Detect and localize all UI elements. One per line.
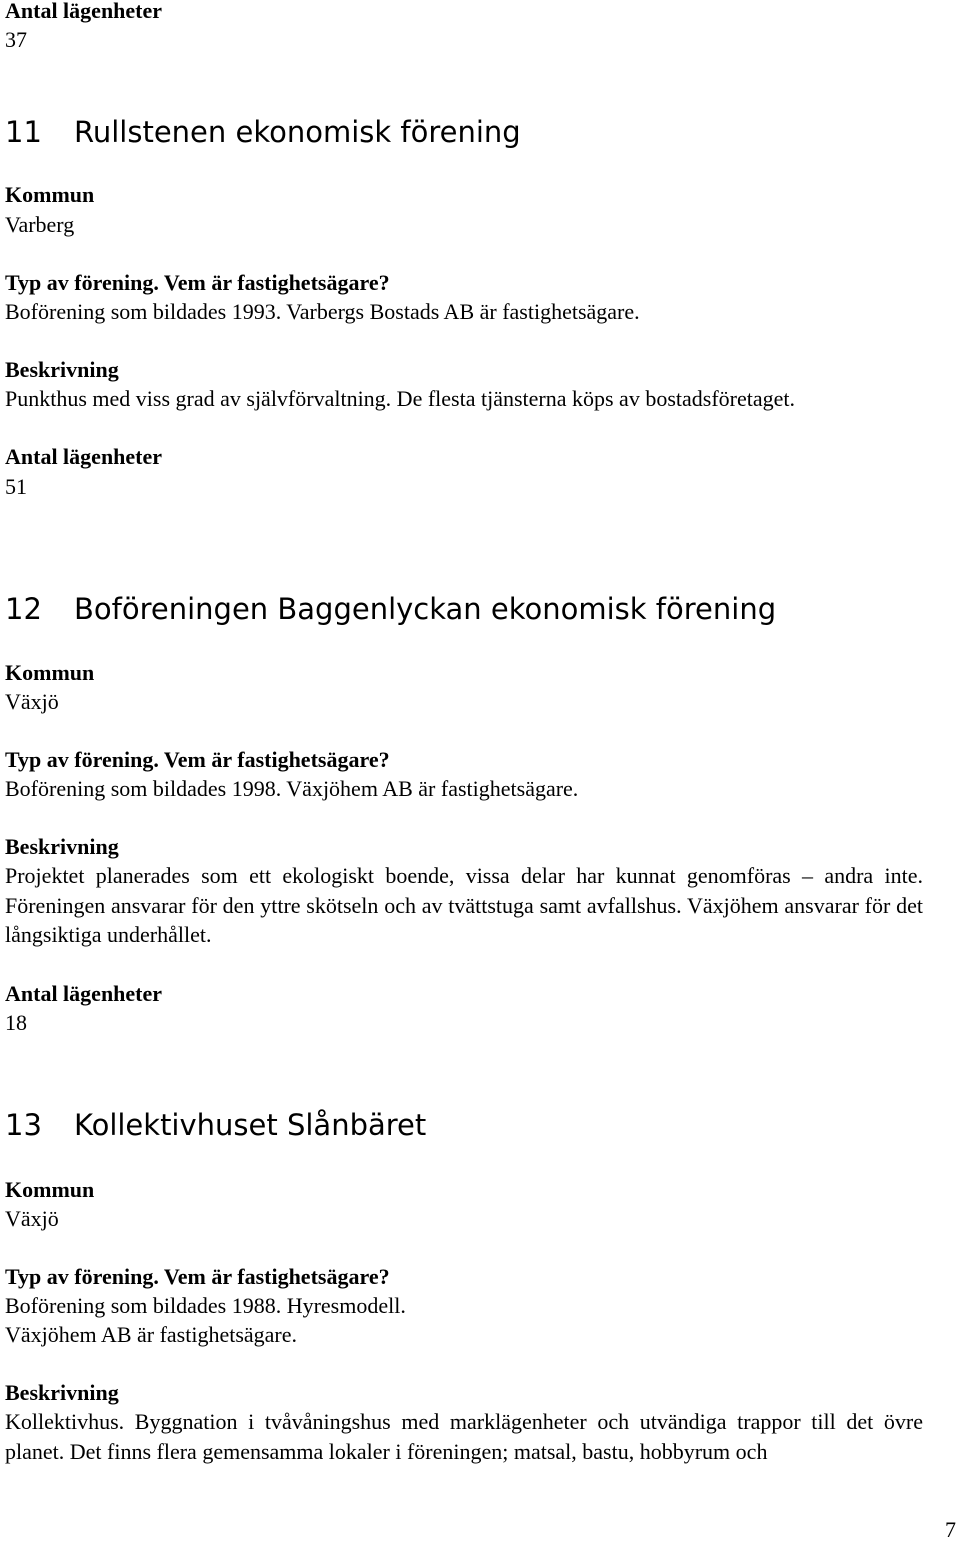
kommun-value: Växjö — [5, 1206, 59, 1231]
section-number: 13 — [5, 1108, 42, 1142]
section-heading — [5, 1107, 426, 1143]
kommun-label: Kommun — [5, 182, 95, 207]
beskrivning-label: Beskrivning — [5, 1380, 119, 1405]
beskrivning-value: Projektet planerades som ett ekologiskt boende, vissa delar har kunnat genomföras – andra inte. Föreningen ansvarar för den yttre skötseln och av tvättstuga samt avfallshus. Växjöhem ansvarar för det långsiktiga underhållet. — [5, 863, 923, 947]
kommun-value: Varberg — [5, 212, 75, 237]
kommun-value: Växjö — [5, 689, 59, 714]
antal-value: 18 — [5, 1010, 27, 1035]
typ-label: Typ av förening. Vem är fastighetsägare? — [5, 270, 390, 295]
beskrivning-label: Beskrivning — [5, 834, 119, 859]
section-number: 11 — [5, 115, 42, 149]
kommun-label: Kommun — [5, 660, 95, 685]
typ-value: Boförening som bildades 1998. Växjöhem AB är fastighetsägare. — [5, 776, 579, 801]
antal-value: 37 — [5, 27, 27, 52]
beskrivning-value: Kollektivhus. Byggnation i tvåvåningshus med marklägenheter och utvändiga trappor till det övre planet. Det finns flera gemensamma lokaler i föreningen; matsal, bastu, hobbyrum och — [5, 1409, 923, 1464]
page-number: 7 — [945, 1517, 956, 1542]
section-title: Kollektivhuset Slånbäret — [74, 1108, 427, 1142]
antal-label: Antal lägenheter — [5, 981, 163, 1006]
antal-label: Antal lägenheter — [5, 444, 163, 469]
typ-label: Typ av förening. Vem är fastighetsägare? — [5, 747, 390, 772]
antal-label: Antal lägenheter — [5, 0, 163, 23]
section-heading — [5, 114, 521, 150]
typ-value: Växjöhem AB är fastighetsägare. — [5, 1322, 298, 1347]
section-title: Rullstenen ekonomisk förening — [74, 115, 521, 149]
typ-value: Boförening som bildades 1993. Varbergs Bostads AB är fastighetsägare. — [5, 299, 640, 324]
typ-label: Typ av förening. Vem är fastighetsägare? — [5, 1264, 390, 1289]
typ-value: Boförening som bildades 1988. Hyresmodell. — [5, 1293, 406, 1318]
antal-value: 51 — [5, 474, 27, 499]
section-number: 12 — [5, 592, 42, 626]
kommun-label: Kommun — [5, 1177, 95, 1202]
beskrivning-value: Punkthus med viss grad av självförvaltning. De flesta tjänsterna köps av bostadsföretaget. — [5, 386, 795, 411]
section-heading — [5, 591, 776, 627]
section-title: Boföreningen Baggenlyckan ekonomisk förening — [74, 592, 777, 626]
beskrivning-label: Beskrivning — [5, 357, 119, 382]
